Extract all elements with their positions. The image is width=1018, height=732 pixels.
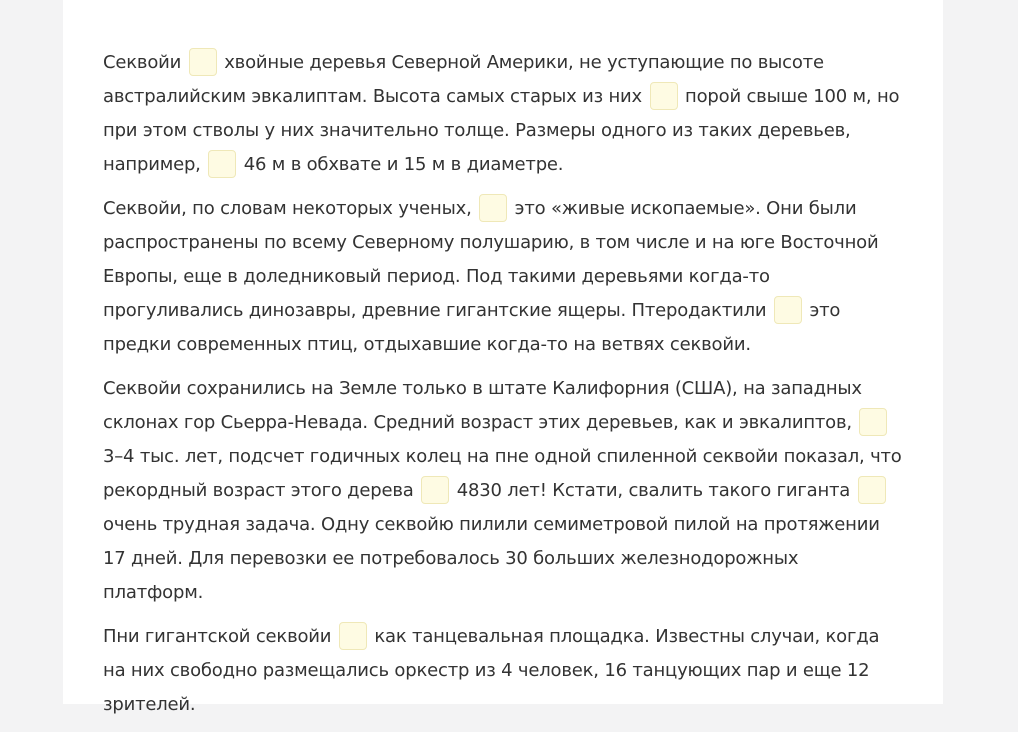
paragraph-2 <box>103 192 903 362</box>
text-segment: хвойные деревья Северной Америки, не уступающие по высоте австралийским эвкалиптам. Высота самых старых из них <box>103 52 824 107</box>
blank-input-8[interactable] <box>858 476 886 504</box>
blank-input-1[interactable] <box>189 48 217 76</box>
blank-input-6[interactable] <box>859 408 887 436</box>
text-segment: как танцевальная площадка. Известны случаи, когда на них свободно размещались оркестр из 4 человек, 16 танцующих пар и еще 12 зрителей. <box>103 626 880 715</box>
text-segment: 3–4 тыс. лет, подсчет годичных колец на пне одной спиленной секвойи показал, что рекордный возраст этого дерева <box>103 446 902 501</box>
text-segment: 46 м в обхвате и 15 м в диаметре. <box>243 154 564 175</box>
blank-input-7[interactable] <box>421 476 449 504</box>
exercise-card <box>63 0 943 715</box>
text-segment: очень трудная задача. Одну секвойю пилили семиметровой пилой на протяжении 17 дней. Для перевозки ее потребовалось 30 больших железнодорожных платформ. <box>103 514 880 603</box>
blank-input-2[interactable] <box>650 82 678 110</box>
text-segment: Секвойи сохранились на Земле только в штате Калифорния (США), на западных склонах гор Сьерра-Невада. Средний возраст этих деревьев, как и эвкалиптов, <box>103 378 862 433</box>
paragraph-1 <box>103 46 903 182</box>
text-segment: 4830 лет! Кстати, свалить такого гиганта <box>456 480 851 501</box>
paragraph-3 <box>103 372 903 610</box>
text-segment: Секвойи <box>103 52 182 73</box>
text-segment: это предки современных птиц, отдыхавшие когда-то на ветвях секвойи. <box>103 300 841 355</box>
text-segment: это «живые ископаемые». Они были распространены по всему Северному полушарию, в том числе и на юге Восточной Европы, еще в доледниковый период. Под такими деревьями когда-то прогуливались динозавры, древние гигантские ящеры. Птеродактили <box>103 198 879 321</box>
blank-input-4[interactable] <box>479 194 507 222</box>
paragraph-4 <box>103 620 903 722</box>
text-segment: Пни гигантской секвойи <box>103 626 332 647</box>
blank-input-9[interactable] <box>339 622 367 650</box>
exercise-text <box>103 46 903 732</box>
text-segment: порой свыше 100 м, но при этом стволы у них значительно толще. Размеры одного из таких деревьев, например, <box>103 86 900 175</box>
blank-input-3[interactable] <box>208 150 236 178</box>
blank-input-5[interactable] <box>774 296 802 324</box>
text-segment: Секвойи, по словам некоторых ученых, <box>103 198 472 219</box>
